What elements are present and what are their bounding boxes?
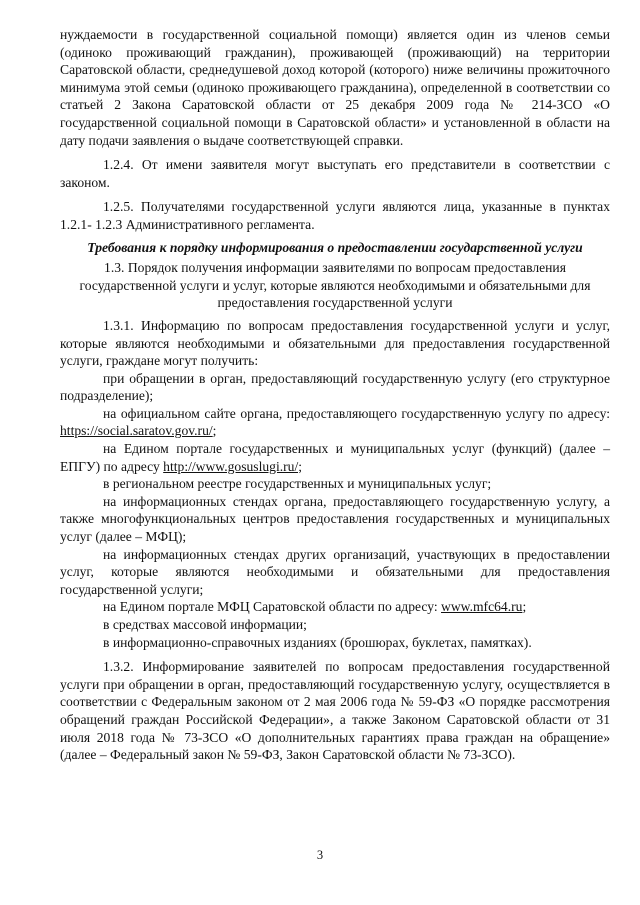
- official-site-link[interactable]: https://social.saratov.gov.ru/: [60, 423, 213, 439]
- list-item-mfc-portal-tail: ;: [522, 599, 527, 615]
- gosuslugi-link[interactable]: http://www.gosuslugi.ru/;: [163, 458, 303, 474]
- list-item-mfc-portal-text: на Едином портале МФЦ Саратовской области по адресу:: [103, 599, 442, 615]
- list-item-registry: в региональном реестре государственных и муниципальных услуг;: [103, 476, 492, 492]
- list-item-info-stands: на информационных стендах органа, предоставляющего государственную услугу, а также многофункциональных центров предоставления государственных и муниципальных услуг (далее – МФЦ);: [60, 493, 610, 545]
- paragraph-1-3-1: 1.3.1. Информацию по вопросам предоставления государственной услуги и услуг, которые являются необходимыми и обязательными для предоставления государственной услуги, граждане могут получить:: [60, 317, 610, 369]
- paragraph-1-2-4: 1.2.4. От имени заявителя могут выступать его представители в соответствии с законом.: [60, 157, 610, 190]
- list-item-other-stands: на информационных стендах других организаций, участвующих в предоставлении услуг, которые являются необходимыми и обязательными для предоставления государственной услуги;: [60, 546, 610, 597]
- mfc-link[interactable]: www.mfc64.ru: [441, 599, 523, 615]
- list-item-official-site-tail: ;: [212, 423, 217, 439]
- paragraph-1-2-5: 1.2.5. Получателями государственной услуги являются лица, указанные в пунктах 1.2.1- 1.2.3 Административного регламента.: [60, 199, 610, 232]
- paragraph-1-3-2: 1.3.2. Информирование заявителей по вопросам предоставления государственной услуги при обращении в орган, предоставляющий государственную услугу, осуществляется в соответствии с Федеральным законом от 2 мая 2006 года № 59-ФЗ «О порядке рассмотрения обращений граждан Российской Федерации», а также Законом Саратовской области от 31 июля 2018 года № 73-ЗСО «О дополнительных гарантиях права граждан на обращение» (далее – Федеральный закон № 59-ФЗ, Закон Саратовской области № 73-ЗСО).: [60, 659, 610, 763]
- list-item-media: в средствах массовой информации;: [103, 617, 307, 632]
- section-subheading: 1.3. Порядок получения информации заявителями по вопросам предоставления государственной услуги и услуг, которые являются необходимыми и обязательными для предоставления государственной услуги: [79, 260, 591, 311]
- list-item-official-site: [60, 405, 610, 440]
- list-item-mfc-portal: [60, 598, 610, 616]
- section-heading: Требования к порядку информирования о предоставлении государственной услуги: [87, 239, 583, 255]
- list-item-epgu-text: на Едином портале государственных и муниципальных услуг (функций) (далее – ЕПГУ) по адресу: [60, 441, 610, 474]
- list-item-epgu: [60, 440, 610, 475]
- page-number: 3: [316, 848, 324, 862]
- list-item-official-site-text: на официальном сайте органа, предоставляющего государственную услугу по адресу:: [103, 405, 610, 421]
- list-item-organ: при обращении в орган, предоставляющий государственную услугу (его структурное подразделение);: [60, 370, 610, 404]
- paragraph-need-definition: нуждаемости в государственной социальной помощи) является один из членов семьи (одиноко проживающий гражданин), проживающей (проживающий) на территории Саратовской области, среднедушевой доход которой (которого) ниже величины прожиточного минимума этой семьи (одиноко проживающего гражданина), определенной в соответствии со статьей 2 Закона Саратовской области от 25 декабря 2009 года № 214-ЗСО «О государственной социальной помощи в Саратовской области» и установленной в области на дату подачи заявления о выдаче соответствующей справки.: [60, 27, 610, 148]
- list-item-publications: в информационно-справочных изданиях (брошюрах, буклетах, памятках).: [103, 634, 532, 650]
